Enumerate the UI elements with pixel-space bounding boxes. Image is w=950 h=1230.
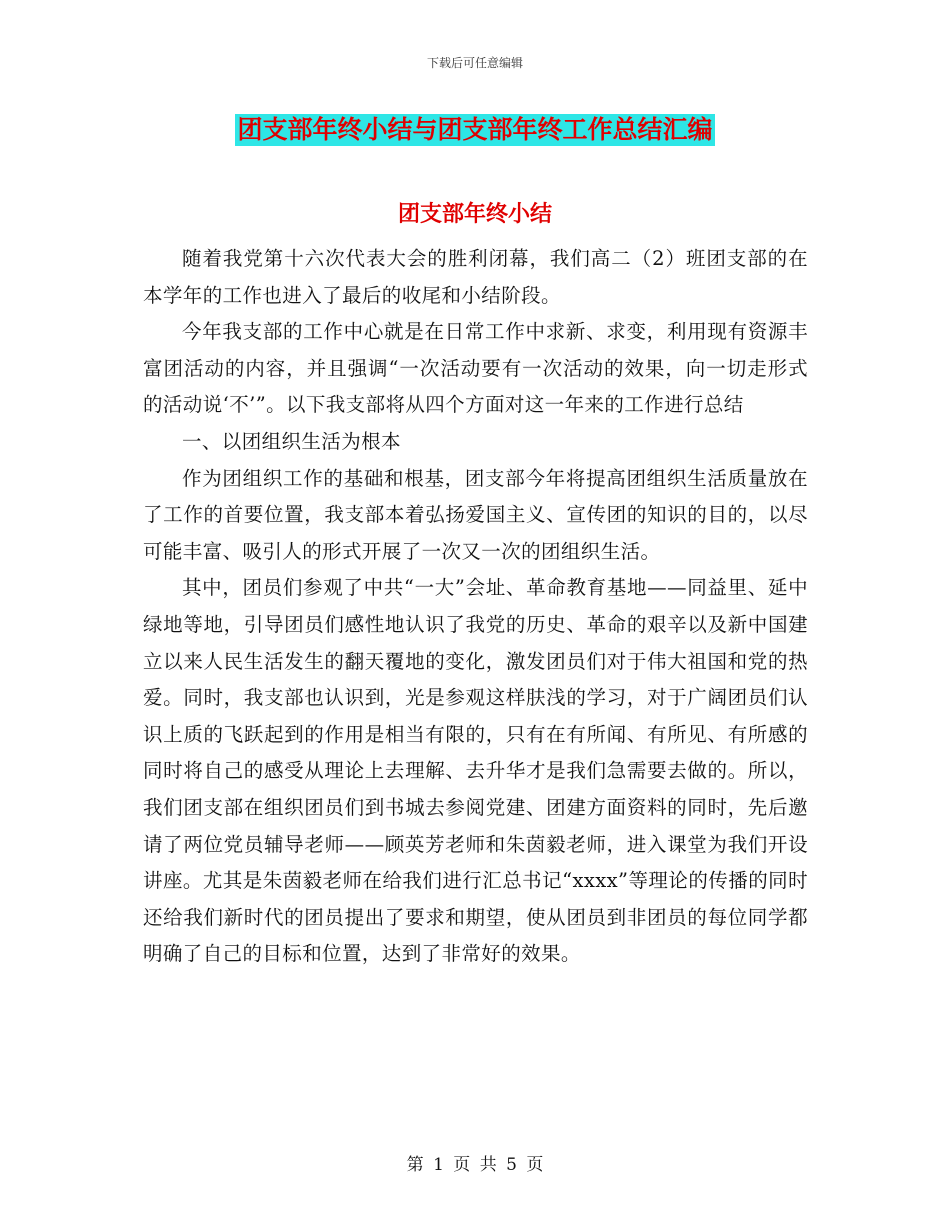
paragraph: 随着我党第十六次代表大会的胜利闭幕，我们高二（2）班团支部的在本学年的工作也进入了最后的收尾和小结阶段。 xyxy=(143,247,808,307)
paragraph: 作为团组织工作的基础和根基，团支部今年将提高团组织生活质量放在了工作的首要位置，我支部本着弘扬爱国主义、宣传团的知识的目的，以尽可能丰富、吸引人的形式开展了一次又一次的团组织生活。 xyxy=(143,466,808,563)
main-title: 团支部年终小结与团支部年终工作总结汇编 xyxy=(237,115,713,144)
section-title: 团支部年终小结 xyxy=(397,202,552,227)
paragraph: 其中，团员们参观了中共“一大”会址、革命教育基地——同益里、延中绿地等地，引导团员们感性地认识了我党的历史、革命的艰辛以及新中国建立以来人民生活发生的翻天覆地的变化，激发团员们对于伟大祖国和党的热爱。同时，我支部也认识到，光是参观这样肤浅的学习，对于广阔团员们认识上质的飞跃起到的作用是相当有限的，只有在有所闻、有所见、有所感的同时将自己的感受从理论上去理解、去升华才是我们急需要去做的。所以，我们团支部在组织团员们到书城去参阅党建、团建方面资料的同时，先后邀请了两位党员辅导老师——顾英芳老师和朱茵毅老师，进入课堂为我们开设讲座。尤其是朱茵毅老师在给我们进行汇总书记“xxxx”等理论的传播的同时还给我们新时代的团员提出了要求和期望，使从团员到非团员的每位同学都明确了自己的目标和位置，达到了非常好的效果。 xyxy=(143,576,808,966)
body-text xyxy=(143,241,808,973)
main-title-container xyxy=(0,114,950,146)
page-footer: 第 1 页 共 5 页 xyxy=(406,1155,544,1175)
paragraph: 今年我支部的工作中心就是在日常工作中求新、求变，利用现有资源丰富团活动的内容，并且强调“一次活动要有一次活动的效果，向一切走形式的活动说‘不’”。以下我支部将从四个方面对这一年来的工作进行总结 xyxy=(143,320,808,417)
section-heading: 一、以团组织生活为根本 xyxy=(182,429,401,453)
header-note: 下载后可任意编辑 xyxy=(426,56,523,70)
